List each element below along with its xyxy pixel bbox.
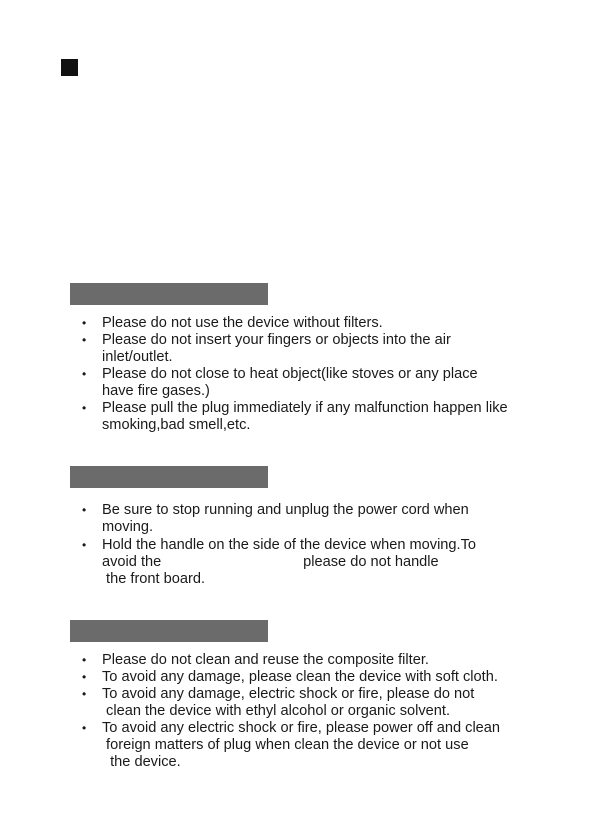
item-text: inlet/outlet. xyxy=(102,349,173,365)
item-text: To avoid any damage, electric shock or fire, please do not xyxy=(102,686,475,702)
list-item xyxy=(70,400,560,434)
item-text: Hold the handle on the side of the device when moving.To xyxy=(102,537,477,553)
bullet: • xyxy=(82,503,87,517)
item-text: the front board. xyxy=(102,571,206,587)
item-text: foreign matters of plug when clean the device or not use xyxy=(102,737,469,753)
bullet: • xyxy=(82,333,87,347)
instruction-list xyxy=(70,315,560,434)
item-text: moving. xyxy=(102,519,154,535)
safety-section-usage xyxy=(70,283,560,434)
item-text: Please do not clean and reuse the composite filter. xyxy=(102,652,429,668)
safety-section-moving xyxy=(70,466,560,589)
item-text: smoking,bad smell,etc. xyxy=(102,417,251,433)
bullet: • xyxy=(82,401,87,415)
item-text: Please do not close to heat object(like stoves or any place xyxy=(102,366,478,382)
item-text: the device. xyxy=(102,754,181,770)
list-item xyxy=(70,669,560,686)
section-header-bar xyxy=(70,283,268,305)
bullet: • xyxy=(82,721,87,735)
list-item xyxy=(70,332,560,366)
item-text: avoid the please do not handle xyxy=(102,554,439,570)
item-text: Please do not use the device without filters. xyxy=(102,315,383,331)
bullet: • xyxy=(82,653,87,667)
item-text: To avoid any damage, please clean the device with soft cloth. xyxy=(102,669,498,685)
item-text: Please pull the plug immediately if any malfunction happen like xyxy=(102,400,508,416)
instruction-list xyxy=(70,502,560,588)
item-text: Be sure to stop running and unplug the power cord when xyxy=(102,502,469,518)
section-header-bar xyxy=(70,620,268,642)
bullet: • xyxy=(82,687,87,701)
list-item xyxy=(70,652,560,669)
instruction-list xyxy=(70,652,560,771)
item-text: have fire gases.) xyxy=(102,383,210,399)
safety-section-cleaning xyxy=(70,620,560,771)
item-text: clean the device with ethyl alcohol or organic solvent. xyxy=(102,703,451,719)
item-text: Please do not insert your fingers or objects into the air xyxy=(102,332,451,348)
list-item xyxy=(70,720,560,771)
list-item xyxy=(70,502,560,536)
list-item xyxy=(70,686,560,720)
item-text: To avoid any electric shock or fire, please power off and clean xyxy=(102,720,501,736)
section-header-bar xyxy=(70,466,268,488)
bullet: • xyxy=(82,316,87,330)
bullet: • xyxy=(82,538,87,552)
bullet: • xyxy=(82,670,87,684)
list-item xyxy=(70,315,560,332)
section-marker-square xyxy=(61,59,78,76)
list-item xyxy=(70,366,560,400)
list-item xyxy=(70,537,560,588)
bullet: • xyxy=(82,367,87,381)
